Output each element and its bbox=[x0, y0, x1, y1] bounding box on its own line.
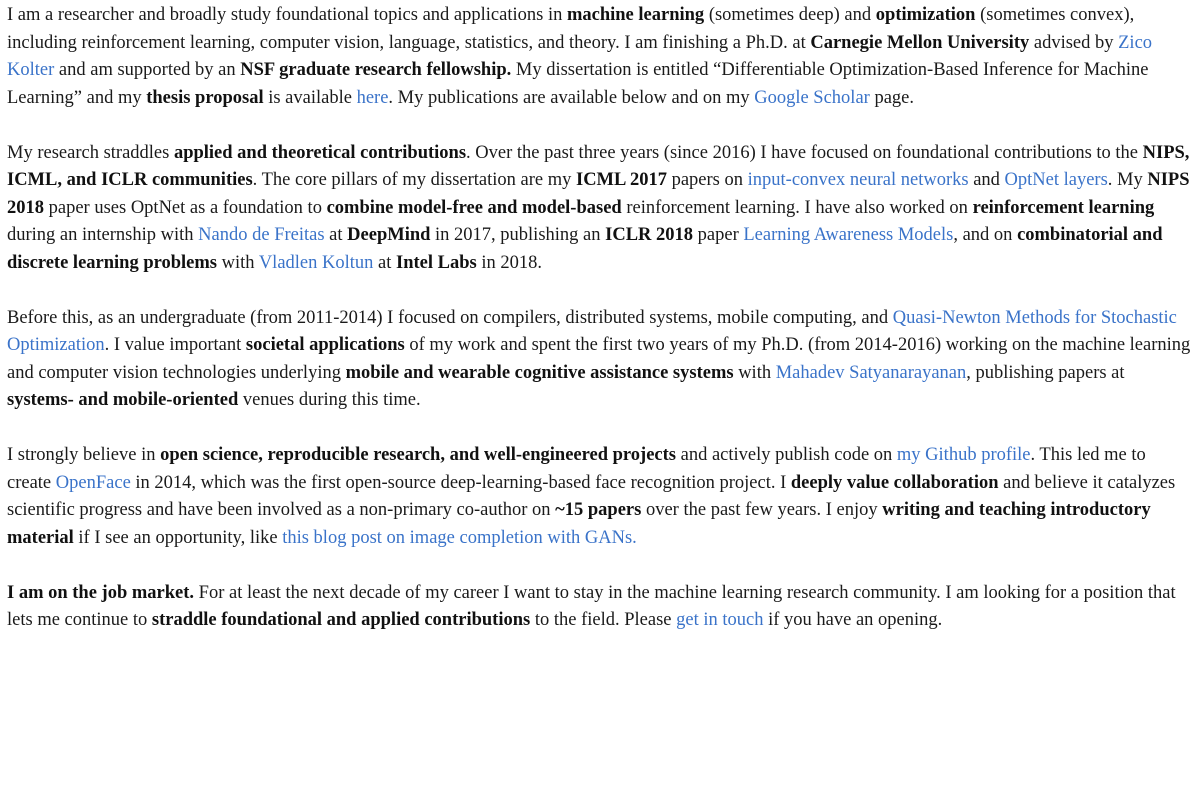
text-segment: and am supported by an bbox=[54, 60, 241, 80]
bold-text: open science, reproducible research, and well-engineered projects bbox=[160, 445, 676, 465]
text-segment: and bbox=[968, 170, 1005, 190]
link-mahadev-satyanarayanan[interactable]: Mahadev Satyanarayanan bbox=[775, 362, 967, 383]
text-segment: I strongly believe in bbox=[7, 445, 161, 465]
text-segment: papers on bbox=[666, 170, 748, 190]
bio-paragraph bbox=[7, 580, 1192, 635]
text-segment: . My bbox=[1107, 170, 1148, 190]
link-openface[interactable]: OpenFace bbox=[55, 472, 131, 493]
link-vladlen-koltun[interactable]: Vladlen Koltun bbox=[258, 252, 374, 273]
link-my-github-profile[interactable]: my Github profile bbox=[896, 445, 1031, 465]
bold-text: combine model-free and model-based bbox=[326, 197, 622, 218]
text-segment: in 2014, which was the first open-source deep-learning-based face recognition project. I bbox=[130, 472, 791, 493]
text-segment: at bbox=[373, 252, 396, 273]
text-segment: over the past few years. I enjoy bbox=[641, 500, 883, 520]
text-segment: . My publications are available below and on my bbox=[388, 87, 755, 108]
bold-text: systems- and mobile-oriented bbox=[7, 390, 239, 410]
bold-text: NSF graduate research fellowship. bbox=[240, 60, 512, 80]
text-segment: paper uses OptNet as a foundation to bbox=[44, 197, 327, 218]
text-segment: (sometimes deep) and bbox=[704, 5, 876, 25]
text-segment: venues during this time. bbox=[238, 390, 421, 410]
text-segment: and believe it catalyzes scientific progress and have been involved as a non-primary co-author on bbox=[7, 472, 1176, 520]
text-segment: page. bbox=[869, 87, 915, 108]
bold-text: I am on the job market. bbox=[7, 582, 195, 603]
link-this-blog-post-on-image-completion-with-gans[interactable]: this blog post on image completion with GANs. bbox=[282, 527, 637, 548]
link-google-scholar[interactable]: Google Scholar bbox=[754, 87, 870, 108]
text-segment: My research straddles bbox=[7, 142, 174, 163]
text-segment: of my work and spent the first two years of my Ph.D. (from 2014-2016) working on the machine learning and computer vision technologies underlying bbox=[7, 335, 1191, 383]
text-segment: (sometimes convex), including reinforcement learning, computer vision, language, statistics, and theory. I am finishing a Ph.D. at bbox=[7, 5, 1135, 53]
link-input-convex-neural-networks[interactable]: input-convex neural networks bbox=[747, 170, 969, 190]
text-segment: during an internship with bbox=[7, 225, 199, 245]
bold-text: writing and teaching introductory material bbox=[7, 500, 1151, 548]
text-segment: in 2017, publishing an bbox=[430, 225, 606, 245]
text-segment: and actively publish code on bbox=[676, 445, 897, 465]
text-segment: . The core pillars of my dissertation are my bbox=[252, 170, 576, 190]
text-segment: if you have an opening. bbox=[763, 610, 943, 630]
text-segment: , and on bbox=[953, 225, 1018, 245]
bio-paragraph bbox=[7, 442, 1192, 552]
text-segment: if I see an opportunity, like bbox=[73, 527, 283, 548]
text-segment: . This led me to create bbox=[7, 445, 1146, 493]
bold-text: Intel Labs bbox=[396, 252, 477, 273]
bold-text: applied and theoretical contributions bbox=[173, 142, 467, 163]
bio-paragraph bbox=[7, 2, 1192, 112]
bold-text: ~15 papers bbox=[555, 500, 642, 520]
text-segment: to the field. Please bbox=[530, 610, 677, 630]
text-segment: at bbox=[324, 225, 348, 245]
bold-text: NIPS, ICML, and ICLR communities bbox=[7, 142, 1190, 190]
text-segment: . I value important bbox=[104, 335, 246, 355]
text-segment: with bbox=[733, 362, 776, 383]
bold-text: thesis proposal bbox=[146, 87, 264, 108]
bold-text: reinforcement learning bbox=[972, 197, 1155, 218]
link-optnet-layers[interactable]: OptNet layers bbox=[1004, 170, 1108, 190]
text-segment: My dissertation is entitled “Differentiable Optimization-Based Inference for Machine Learning” and my bbox=[7, 60, 1149, 108]
link-here[interactable]: here bbox=[356, 87, 389, 108]
bold-text: ICML 2017 bbox=[576, 170, 667, 190]
bio-paragraph bbox=[7, 140, 1192, 278]
link-nando-de-freitas[interactable]: Nando de Freitas bbox=[198, 225, 325, 245]
bold-text: NIPS 2018 bbox=[7, 170, 1190, 218]
bold-text: Carnegie Mellon University bbox=[810, 32, 1030, 53]
bold-text: societal applications bbox=[245, 335, 405, 355]
text-segment: Before this, as an undergraduate (from 2011-2014) I focused on compilers, distributed systems, mobile computing, and bbox=[7, 307, 893, 328]
text-segment: . Over the past three years (since 2016) I have focused on foundational contributions to the bbox=[466, 142, 1143, 163]
bold-text: optimization bbox=[875, 5, 976, 25]
bold-text: deeply value collaboration bbox=[790, 472, 999, 493]
text-segment: advised by bbox=[1029, 32, 1119, 53]
text-segment: in 2018. bbox=[476, 252, 542, 273]
bio-paragraph bbox=[7, 305, 1192, 415]
bold-text: mobile and wearable cognitive assistance systems bbox=[345, 362, 734, 383]
text-segment: , publishing papers at bbox=[966, 362, 1125, 383]
link-zico-kolter[interactable]: Zico Kolter bbox=[7, 32, 1153, 80]
text-segment: For at least the next decade of my career I want to stay in the machine learning research community. I am looking for a position that lets me continue to bbox=[7, 582, 1176, 630]
text-segment: reinforcement learning. I have also worked on bbox=[621, 197, 973, 218]
text-segment: with bbox=[217, 252, 259, 273]
text-segment: paper bbox=[693, 225, 744, 245]
bold-text: DeepMind bbox=[347, 225, 431, 245]
bold-text: ICLR 2018 bbox=[605, 225, 694, 245]
link-quasi-newton-methods-for-stochastic-optimization[interactable]: Quasi-Newton Methods for Stochastic Optimization bbox=[7, 307, 1177, 355]
bold-text: straddle foundational and applied contributions bbox=[151, 610, 531, 630]
link-get-in-touch[interactable]: get in touch bbox=[676, 610, 764, 630]
text-segment: is available bbox=[263, 87, 357, 108]
link-learning-awareness-models[interactable]: Learning Awareness Models bbox=[743, 225, 954, 245]
bold-text: machine learning bbox=[566, 5, 705, 25]
bold-text: combinatorial and discrete learning problems bbox=[7, 225, 1163, 273]
text-segment: I am a researcher and broadly study foundational topics and applications in bbox=[7, 5, 567, 25]
